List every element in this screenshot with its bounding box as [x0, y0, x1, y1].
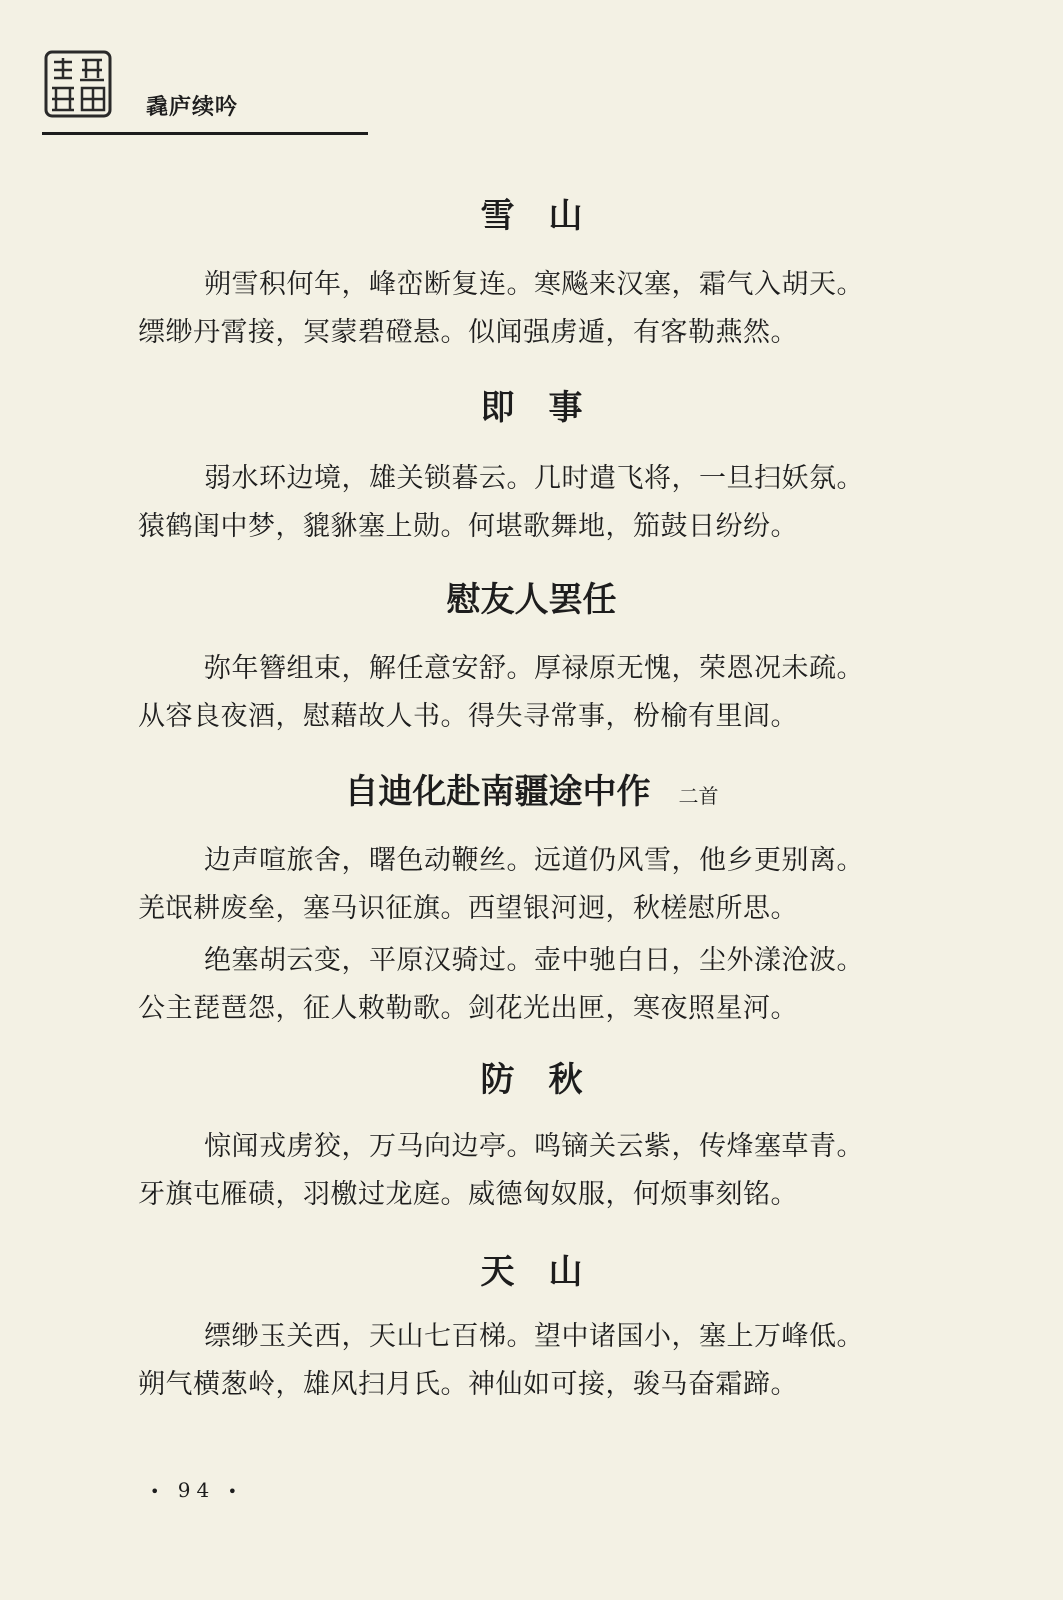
poem-note: 二首: [678, 784, 719, 808]
poem-line: 边声喧旅舍，曙色动鞭丝。远道仍风雪，他乡更别离。: [204, 845, 864, 876]
poem-title: 天 山: [480, 1252, 583, 1292]
poem-line: 缥缈丹霄接，冥蒙碧磴悬。似闻强虏遁，有客勒燕然。: [138, 317, 798, 348]
poem-line: 弥年簪组束，解任意安舒。厚禄原无愧，荣恩况未疏。: [204, 653, 864, 684]
poem-line: 羌氓耕废垒，塞马识征旗。西望银河迥，秋槎慰所思。: [138, 893, 798, 924]
poem-line: 猿鹤闺中梦，貔貅塞上勋。何堪歌舞地，笳鼓日纷纷。: [138, 511, 798, 542]
poem-line: 朔雪积何年，峰峦断复连。寒飚来汉塞，霜气入胡天。: [204, 269, 864, 300]
running-header-title: 毳庐续吟: [146, 95, 239, 120]
poem-line: 绝塞胡云变，平原汉骑过。壶中驰白日，尘外漾沧波。: [204, 945, 864, 976]
poem-title: 防 秋: [480, 1060, 583, 1100]
poem-title: 自迪化赴南疆途中作 二首: [344, 772, 719, 812]
poem-line: 缥缈玉关西，天山七百梯。望中诸国小，塞上万峰低。: [204, 1321, 864, 1352]
poem-title: 雪 山: [480, 196, 583, 236]
poem-title: 即 事: [480, 388, 583, 428]
poem-line: 公主琵琶怨，征人敕勒歌。剑花光出匣，寒夜照星河。: [138, 993, 798, 1024]
poem-line: 从容良夜酒，慰藉故人书。得失寻常事，枌榆有里闾。: [138, 701, 798, 732]
series-seal-logo: [42, 48, 114, 120]
poem-line: 惊闻戎虏狡，万马向边亭。鸣镝关云紫，传烽塞草青。: [204, 1131, 864, 1162]
poem-title: 慰友人罢任: [446, 580, 617, 620]
poem-line: 牙旗屯雁碛，羽檄过龙庭。威德匈奴服，何烦事刻铭。: [138, 1179, 798, 1210]
poem-line: 弱水环边境，雄关锁暮云。几时遣飞将，一旦扫妖氛。: [204, 463, 864, 494]
header-rule: [42, 132, 368, 135]
page-number: • 94 •: [150, 1478, 244, 1502]
poem-line: 朔气横葱岭，雄风扫月氏。神仙如可接，骏马奋霜蹄。: [138, 1369, 798, 1400]
